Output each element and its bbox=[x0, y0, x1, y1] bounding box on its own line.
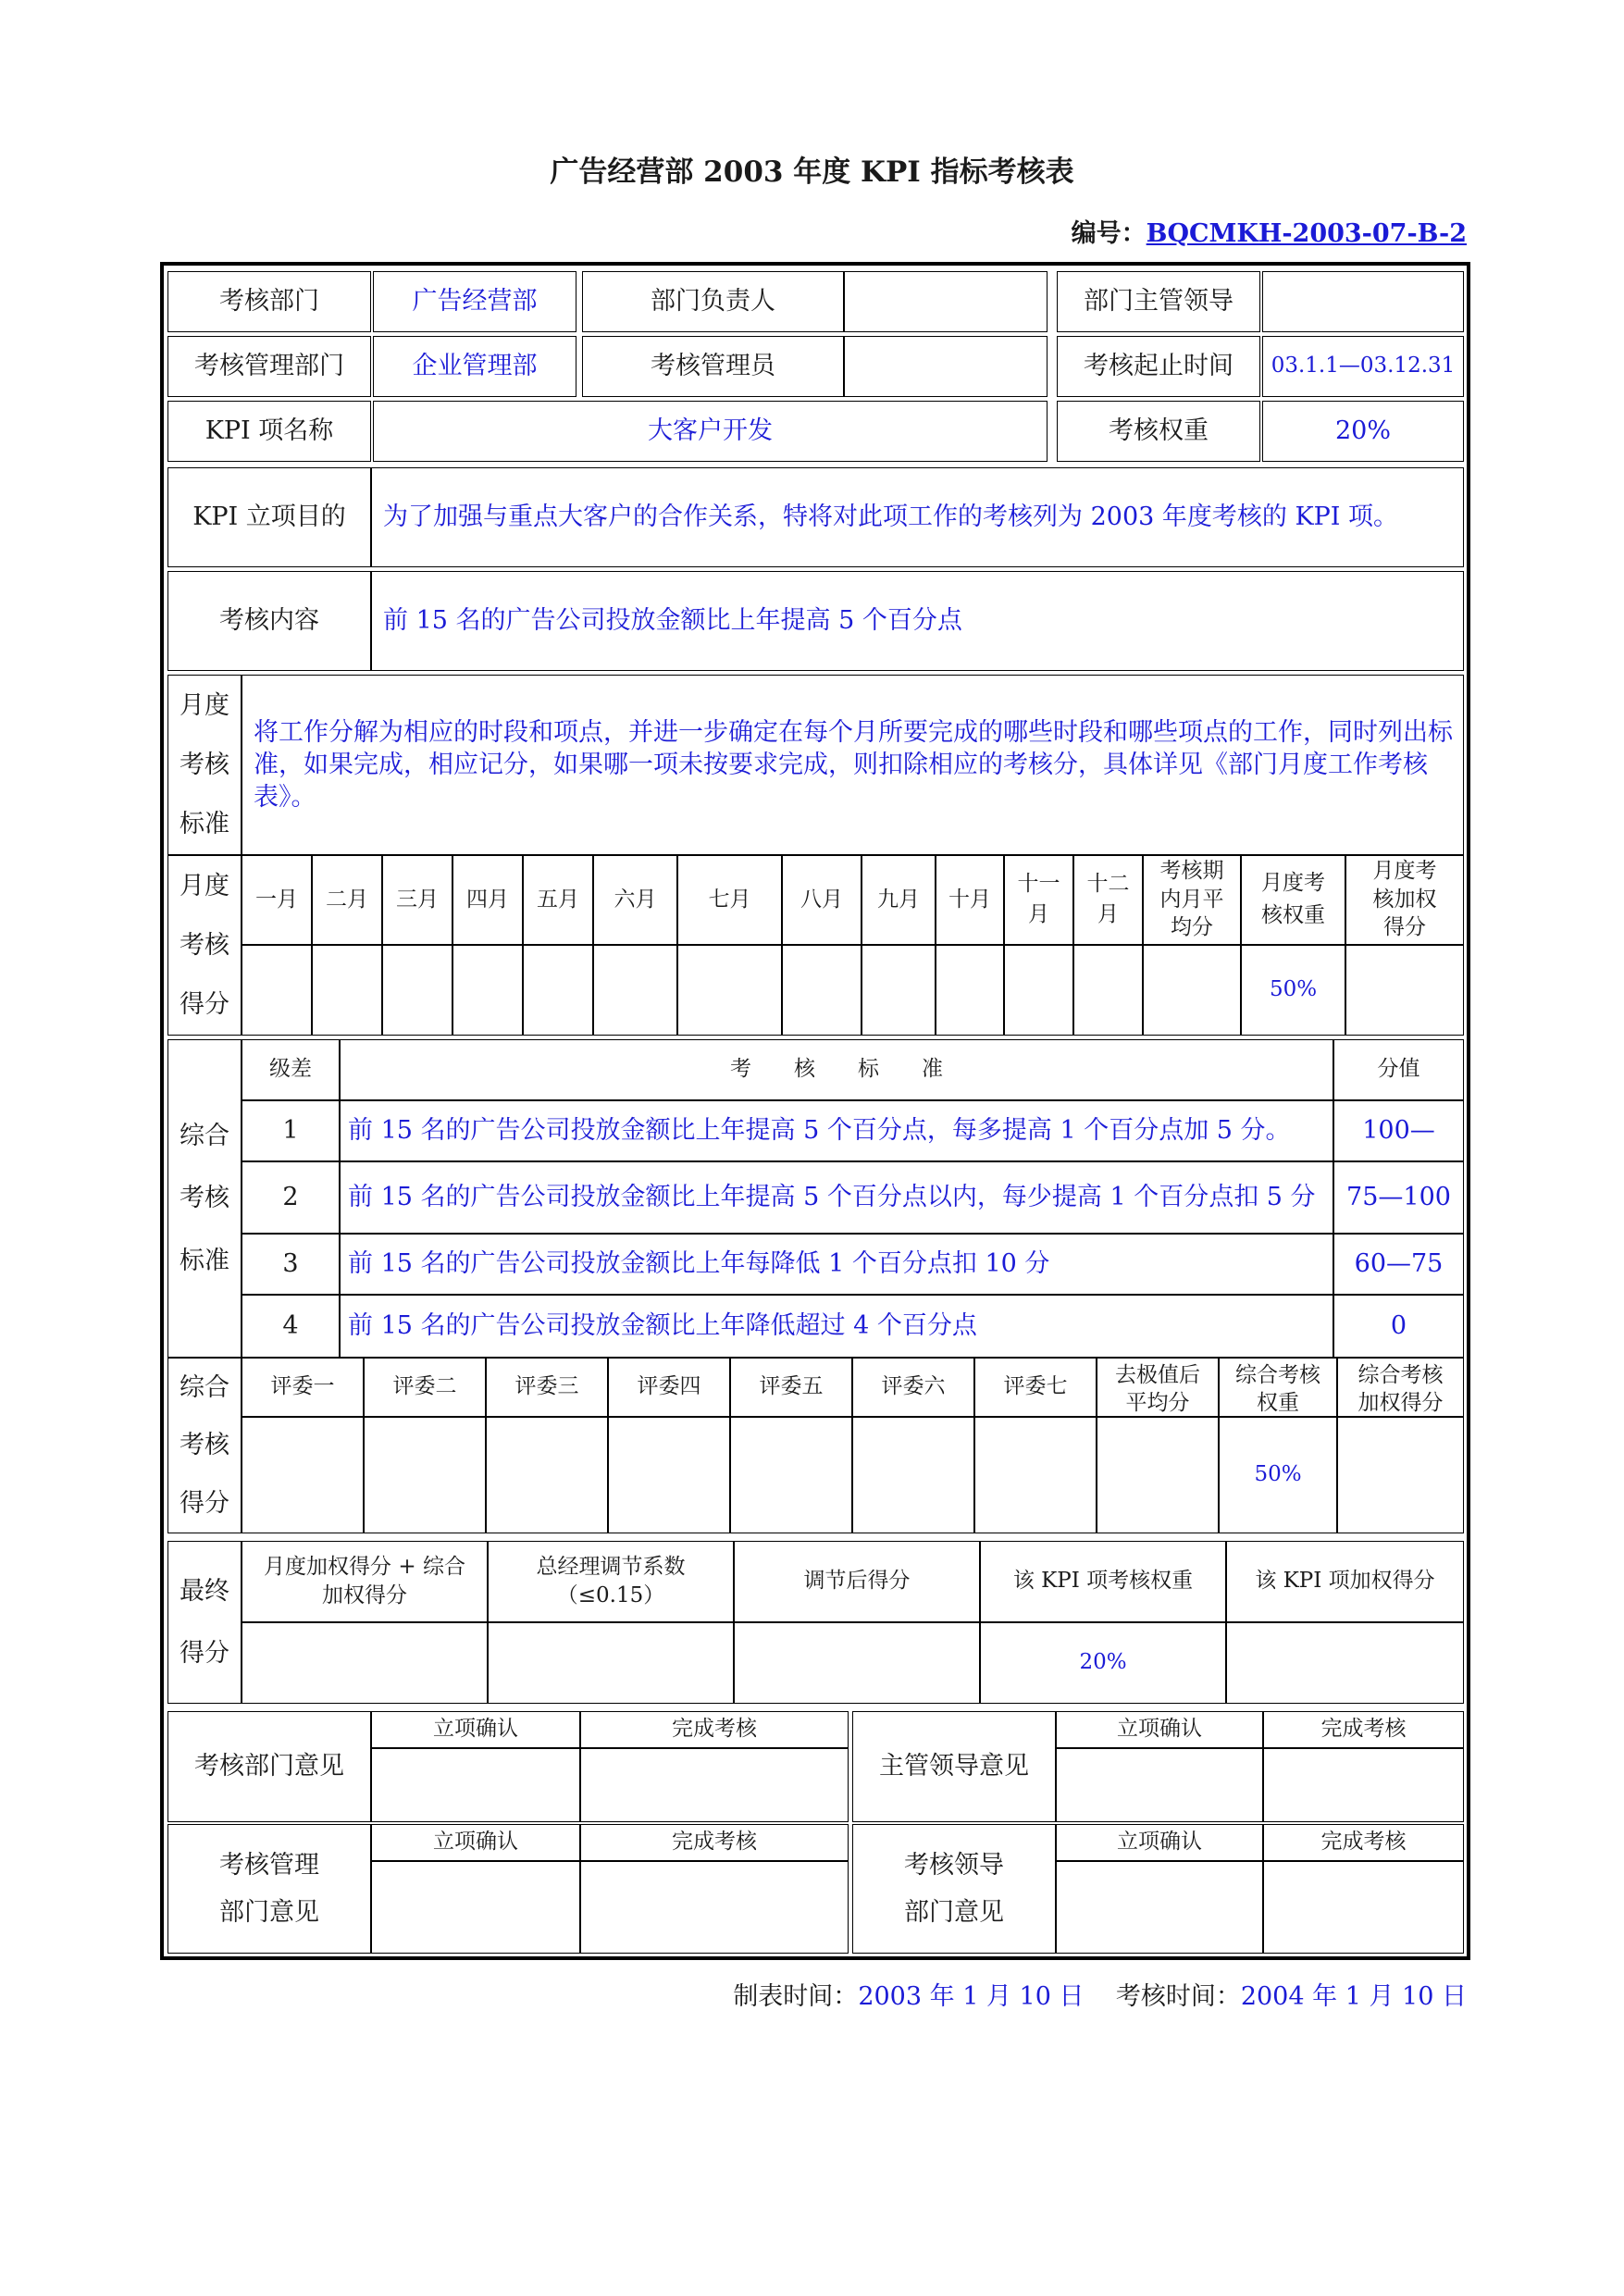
overall-weight-header bbox=[1219, 1358, 1337, 1417]
final-col2-value bbox=[488, 1622, 734, 1704]
review-date-label: 考核时间： bbox=[1115, 1982, 1241, 2011]
judge-2-score bbox=[364, 1417, 486, 1533]
final-col1-line: 加权得分 bbox=[322, 1582, 407, 1607]
month-may-score bbox=[523, 945, 593, 1036]
judge-5-score bbox=[730, 1417, 852, 1533]
dept-label: 考核部门 bbox=[167, 271, 371, 332]
supervisor-confirm-header: 立项确认 bbox=[1056, 1711, 1263, 1748]
final-weight-value: 20% bbox=[980, 1622, 1226, 1704]
monthly-score-label bbox=[167, 855, 242, 1036]
overall-avg-line: 去极值后 bbox=[1115, 1363, 1200, 1387]
leader-label: 部门负责人 bbox=[582, 271, 844, 332]
month-jul-score bbox=[677, 945, 782, 1036]
period-value: 03.1.1—03.12.31 bbox=[1262, 336, 1464, 397]
monthly-standard-label bbox=[167, 675, 242, 855]
overall-weighted-line: 加权得分 bbox=[1357, 1390, 1444, 1415]
judge-1-score bbox=[242, 1417, 364, 1533]
month-apr-header: 四月 bbox=[452, 855, 523, 945]
weight-value: 20% bbox=[1262, 401, 1464, 462]
month-sep-header: 九月 bbox=[862, 855, 936, 945]
overall-standard-label-line: 考核 bbox=[180, 1184, 229, 1213]
criteria-header: 考 核 标 准 bbox=[340, 1039, 1333, 1100]
score-3: 60—75 bbox=[1333, 1234, 1464, 1295]
judge-3-header: 评委三 bbox=[486, 1358, 608, 1417]
final-col3-value bbox=[734, 1622, 980, 1704]
overall-weighted-header bbox=[1337, 1358, 1464, 1417]
monthly-avg-header bbox=[1143, 855, 1241, 945]
monthly-avg-score bbox=[1143, 945, 1241, 1036]
month-feb-header: 二月 bbox=[312, 855, 382, 945]
month-jun-score bbox=[593, 945, 677, 1036]
judge-7-score bbox=[974, 1417, 1097, 1533]
month-dec-line: 月 bbox=[1097, 902, 1119, 927]
final-col5-value bbox=[1226, 1622, 1464, 1704]
score-2: 75—100 bbox=[1333, 1161, 1464, 1234]
mgmt-complete-header: 完成考核 bbox=[580, 1824, 849, 1861]
final-col1-header bbox=[242, 1541, 488, 1622]
final-score-label-line: 得分 bbox=[180, 1638, 229, 1668]
overall-score-label bbox=[167, 1358, 242, 1533]
kpi-name-value: 大客户开发 bbox=[373, 401, 1048, 462]
monthly-standard-text: 将工作分解为相应的时段和项点，并进一步确定在每个月所要完成的哪些时段和哪些项点的工作，同时列出标准，如果完成，相应记分，如果哪一项未按要求完成，则扣除相应的考核分，具体详见《部门月度工作考核表》。 bbox=[242, 675, 1464, 855]
supervisor-label: 部门主管领导 bbox=[1057, 271, 1260, 332]
month-nov-line: 十一 bbox=[1017, 871, 1060, 896]
monthly-avg-line: 内月平 bbox=[1159, 887, 1224, 912]
mgmt-confirm-header: 立项确认 bbox=[371, 1824, 580, 1861]
score-1: 100— bbox=[1333, 1100, 1464, 1161]
overall-score-label-line: 综合 bbox=[180, 1372, 229, 1402]
month-mar-header: 三月 bbox=[382, 855, 452, 945]
judge-3-score bbox=[486, 1417, 608, 1533]
monthly-standard-label-line: 标准 bbox=[180, 810, 229, 839]
monthly-score-label-line: 得分 bbox=[180, 990, 229, 1020]
supervisor-value bbox=[1262, 271, 1464, 332]
criteria-3: 前 15 名的广告公司投放金额比上年每降低 1 个百分点扣 10 分 bbox=[340, 1234, 1333, 1295]
judge-1-header: 评委一 bbox=[242, 1358, 364, 1417]
score-header: 分值 bbox=[1333, 1039, 1464, 1100]
monthly-standard-label-line: 月度 bbox=[180, 690, 229, 720]
month-may-header: 五月 bbox=[523, 855, 593, 945]
level-4: 4 bbox=[242, 1295, 340, 1358]
kpi-sheet bbox=[160, 262, 1470, 1960]
leader-opinion-label bbox=[852, 1824, 1056, 1954]
leader-complete-box bbox=[1263, 1861, 1464, 1954]
made-date-value: 2003 年 1 月 10 日 bbox=[858, 1982, 1085, 2011]
judge-4-score bbox=[608, 1417, 730, 1533]
level-header: 级差 bbox=[242, 1039, 340, 1100]
month-mar-score bbox=[382, 945, 452, 1036]
level-2: 2 bbox=[242, 1161, 340, 1234]
made-date-label: 制表时间： bbox=[733, 1982, 859, 2011]
manager-label: 考核管理员 bbox=[582, 336, 844, 397]
mgmt-opinion-line: 部门意见 bbox=[219, 1897, 319, 1927]
period-label: 考核起止时间 bbox=[1057, 336, 1260, 397]
monthly-weight-line: 月度考 bbox=[1261, 870, 1325, 895]
overall-weight-line: 权重 bbox=[1257, 1390, 1299, 1415]
monthly-score-label-line: 月度 bbox=[180, 871, 229, 900]
overall-score-label-line: 得分 bbox=[180, 1489, 229, 1519]
leader-complete-header: 完成考核 bbox=[1263, 1824, 1464, 1861]
final-col1-line: 月度加权得分 + 综合 bbox=[264, 1554, 465, 1579]
content-text: 前 15 名的广告公司投放金额比上年提高 5 个百分点 bbox=[371, 571, 1464, 671]
monthly-weight-value: 50% bbox=[1241, 945, 1345, 1036]
supervisor-complete-header: 完成考核 bbox=[1263, 1711, 1464, 1748]
final-score-label-line: 最终 bbox=[180, 1576, 229, 1606]
overall-standard-label bbox=[167, 1039, 242, 1358]
footer-dates bbox=[733, 1976, 1467, 2012]
manager-value bbox=[844, 336, 1048, 397]
leader-confirm-box bbox=[1056, 1861, 1263, 1954]
content-label: 考核内容 bbox=[167, 571, 371, 671]
monthly-weighted-header bbox=[1345, 855, 1464, 945]
mgmt-confirm-box bbox=[371, 1861, 580, 1954]
supervisor-confirm-box bbox=[1056, 1748, 1263, 1822]
month-apr-score bbox=[452, 945, 523, 1036]
dept-confirm-box bbox=[371, 1748, 580, 1822]
overall-weight-line: 综合考核 bbox=[1235, 1363, 1320, 1387]
final-col3-header: 调节后得分 bbox=[734, 1541, 980, 1622]
month-nov-line: 月 bbox=[1028, 902, 1049, 927]
monthly-weighted-line: 得分 bbox=[1383, 914, 1426, 939]
leader-opinion-line: 部门意见 bbox=[904, 1897, 1004, 1927]
monthly-avg-line: 考核期 bbox=[1159, 859, 1224, 884]
monthly-weighted-line: 月度考 bbox=[1372, 859, 1437, 884]
month-dec-score bbox=[1073, 945, 1143, 1036]
month-jan-header: 一月 bbox=[242, 855, 312, 945]
score-4: 0 bbox=[1333, 1295, 1464, 1358]
monthly-avg-line: 均分 bbox=[1171, 914, 1213, 939]
final-col2-header bbox=[488, 1541, 734, 1622]
judge-7-header: 评委七 bbox=[974, 1358, 1097, 1417]
overall-avg-header bbox=[1097, 1358, 1219, 1417]
month-jul-header: 七月 bbox=[677, 855, 782, 945]
dept-complete-header: 完成考核 bbox=[580, 1711, 849, 1748]
mgmt-opinion-line: 考核管理 bbox=[219, 1850, 319, 1880]
final-col5-header: 该 KPI 项加权得分 bbox=[1226, 1541, 1464, 1622]
month-nov-header bbox=[1004, 855, 1073, 945]
month-aug-score bbox=[782, 945, 862, 1036]
overall-weighted-line: 综合考核 bbox=[1357, 1363, 1444, 1387]
purpose-text: 为了加强与重点大客户的合作关系，特将对此项工作的考核列为 2003 年度考核的 KPI 项。 bbox=[371, 467, 1464, 567]
monthly-weight-line: 核权重 bbox=[1261, 903, 1325, 928]
final-score-label bbox=[167, 1541, 242, 1704]
overall-avg-line: 平均分 bbox=[1125, 1390, 1190, 1415]
month-oct-score bbox=[936, 945, 1004, 1036]
leader-opinion-line: 考核领导 bbox=[904, 1850, 1004, 1880]
weight-label: 考核权重 bbox=[1057, 401, 1260, 462]
criteria-4: 前 15 名的广告公司投放金额比上年降低超过 4 个百分点 bbox=[340, 1295, 1333, 1358]
monthly-weight-header bbox=[1241, 855, 1345, 945]
final-col1-value bbox=[242, 1622, 488, 1704]
monthly-standard-label-line: 考核 bbox=[180, 750, 229, 779]
overall-weight-value: 50% bbox=[1219, 1417, 1337, 1533]
overall-standard-label-line: 标准 bbox=[180, 1246, 229, 1275]
month-dec-header bbox=[1073, 855, 1143, 945]
document-number bbox=[1072, 213, 1467, 249]
overall-score-label-line: 考核 bbox=[180, 1431, 229, 1460]
judge-2-header: 评委二 bbox=[364, 1358, 486, 1417]
criteria-2: 前 15 名的广告公司投放金额比上年提高 5 个百分点以内，每少提高 1 个百分点扣 5 分 bbox=[340, 1161, 1333, 1234]
month-jun-header: 六月 bbox=[593, 855, 677, 945]
month-sep-score bbox=[862, 945, 936, 1036]
review-date-value: 2004 年 1 月 10 日 bbox=[1240, 1982, 1467, 2011]
final-col2-line: （≤0.15） bbox=[556, 1582, 665, 1607]
criteria-1: 前 15 名的广告公司投放金额比上年提高 5 个百分点，每多提高 1 个百分点加 5 分。 bbox=[340, 1100, 1333, 1161]
dept-confirm-header: 立项确认 bbox=[371, 1711, 580, 1748]
kpi-name-label: KPI 项名称 bbox=[167, 401, 371, 462]
judge-6-score bbox=[852, 1417, 974, 1533]
document-number-value: BQCMKH-2003-07-B-2 bbox=[1146, 219, 1467, 248]
mgmt-complete-box bbox=[580, 1861, 849, 1954]
judge-4-header: 评委四 bbox=[608, 1358, 730, 1417]
final-col2-line: 总经理调节系数 bbox=[536, 1554, 686, 1579]
monthly-weighted-line: 核加权 bbox=[1372, 887, 1437, 912]
leader-value bbox=[844, 271, 1048, 332]
judge-5-header: 评委五 bbox=[730, 1358, 852, 1417]
supervisor-opinion-label: 主管领导意见 bbox=[852, 1711, 1056, 1822]
document-number-label: 编号： bbox=[1071, 219, 1147, 248]
mgmt-dept-label: 考核管理部门 bbox=[167, 336, 371, 397]
monthly-weighted-score bbox=[1345, 945, 1464, 1036]
dept-opinion-label: 考核部门意见 bbox=[167, 1711, 371, 1822]
monthly-score-label-line: 考核 bbox=[180, 930, 229, 960]
dept-value: 广告经营部 bbox=[373, 271, 576, 332]
month-aug-header: 八月 bbox=[782, 855, 862, 945]
overall-avg-score bbox=[1097, 1417, 1219, 1533]
month-feb-score bbox=[312, 945, 382, 1036]
judge-6-header: 评委六 bbox=[852, 1358, 974, 1417]
month-nov-score bbox=[1004, 945, 1073, 1036]
level-1: 1 bbox=[242, 1100, 340, 1161]
leader-confirm-header: 立项确认 bbox=[1056, 1824, 1263, 1861]
mgmt-opinion-label bbox=[167, 1824, 371, 1954]
supervisor-complete-box bbox=[1263, 1748, 1464, 1822]
month-jan-score bbox=[242, 945, 312, 1036]
overall-standard-label-line: 综合 bbox=[180, 1122, 229, 1151]
final-col4-header: 该 KPI 项考核权重 bbox=[980, 1541, 1226, 1622]
level-3: 3 bbox=[242, 1234, 340, 1295]
dept-complete-box bbox=[580, 1748, 849, 1822]
purpose-label: KPI 立项目的 bbox=[167, 467, 371, 567]
month-dec-line: 十二 bbox=[1086, 871, 1130, 896]
mgmt-dept-value: 企业管理部 bbox=[373, 336, 576, 397]
overall-weighted-score bbox=[1337, 1417, 1464, 1533]
page-title: 广告经营部 2003 年度 KPI 指标考核表 bbox=[550, 155, 1074, 189]
month-oct-header: 十月 bbox=[936, 855, 1004, 945]
